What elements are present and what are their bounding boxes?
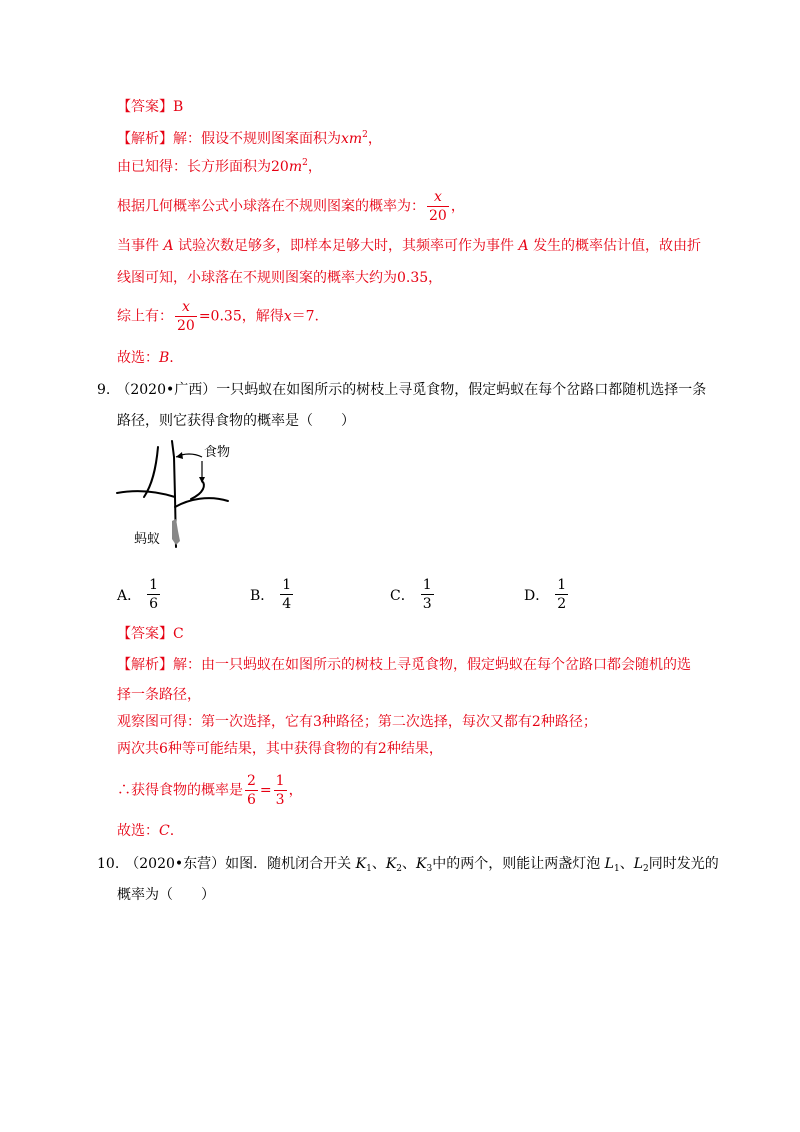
fraction-numerator: x [181, 299, 190, 315]
math-var: x [283, 308, 292, 325]
analysis-text: 解：假设不规则图案面积为 [173, 131, 341, 147]
question-text: 一只蚂蚁在如图所示的树枝上寻觅食物，假定蚂蚁在每个岔路口都随机选择一条 [216, 382, 707, 398]
answer-tag: 【答案】 [117, 626, 173, 642]
prev-analysis-line-5: 线图可知，小球落在不规则图案的概率大约为0.35， [117, 270, 443, 286]
fraction [280, 576, 293, 613]
prev-analysis-line-1 [117, 130, 382, 148]
option-b[interactable] [250, 576, 295, 613]
left-upper-branch [144, 447, 158, 497]
fraction-denominator: 6 [247, 792, 256, 808]
analysis-text: =0.35，解得 [198, 308, 284, 325]
choice-text: 故选： [117, 823, 159, 839]
ant-tree-figure [114, 437, 244, 549]
food-label: 食物 [204, 445, 231, 460]
option-label: A． [117, 587, 142, 604]
choice-text: 故选： [117, 350, 159, 366]
prev-analysis-line-4 [117, 237, 701, 255]
analysis-text: 解：由一只蚂蚁在如图所示的树枝上寻觅食物，假定蚂蚁在每个岔路口都会随机的选 [173, 657, 691, 673]
fraction [555, 576, 568, 613]
punct: . [169, 350, 174, 366]
question-source: （2020•广西） [116, 382, 217, 398]
q9-answer-line [117, 625, 184, 643]
punct: ， [288, 782, 303, 799]
q9-analysis-line-5 [117, 772, 303, 809]
math-var: K [416, 856, 427, 872]
fraction-numerator: 1 [557, 577, 567, 593]
math-var: A [518, 238, 529, 254]
fraction-numerator: 1 [282, 577, 292, 593]
math-var: m [288, 159, 303, 175]
fraction [427, 188, 449, 225]
fraction [274, 772, 287, 809]
math-exponent: 2 [362, 130, 368, 140]
fraction [245, 772, 258, 809]
fraction-denominator: 3 [275, 792, 285, 808]
math-var: A [163, 238, 174, 254]
question-9-stem-line-1 [97, 381, 706, 399]
punct: ， [367, 131, 382, 147]
question-number: 9. [97, 382, 111, 398]
question-10-stem-line-1 [97, 855, 719, 873]
math-var: K [385, 856, 397, 872]
math-var: L [604, 856, 614, 872]
question-text: 如图．随机闭合开关 [225, 856, 352, 872]
option-label: D． [524, 587, 550, 604]
ant-label: 蚂蚁 [134, 532, 161, 547]
choice-letter: C [159, 823, 170, 839]
fraction-denominator: 4 [282, 596, 292, 612]
arrowhead-left-icon [176, 452, 183, 459]
math-subscript: 1 [613, 864, 620, 874]
choice-letter: B [159, 350, 170, 366]
math-number: 20 [271, 159, 289, 175]
punct: ， [307, 159, 322, 175]
question-9-stem-line-2: 路径，则它获得食物的概率是（ ） [117, 413, 355, 429]
question-number: 10. [97, 856, 120, 872]
fraction-numerator: x [433, 189, 442, 205]
analysis-text: 试验次数足够多，即样本足够大时，其频率可作为事件 [178, 238, 515, 254]
right-fork [191, 481, 204, 499]
option-a[interactable] [117, 576, 162, 613]
prev-answer-line [117, 98, 183, 116]
answer-value: C [173, 626, 184, 642]
punct: 、 [619, 856, 634, 872]
punct: 、 [402, 856, 417, 872]
question-text: 中的两个，则能让两盏灯泡 [432, 856, 601, 872]
option-label: C． [390, 587, 415, 604]
prev-choice-line [117, 349, 174, 367]
analysis-text: 综上有： [117, 308, 173, 325]
arrowhead-down-icon [199, 477, 205, 483]
fraction-denominator: 6 [149, 596, 159, 612]
math-var: L [633, 856, 643, 872]
analysis-text: ＝7. [291, 308, 319, 325]
q9-analysis-line-2: 择一条路径， [117, 687, 201, 703]
analysis-tag: 【解析】 [117, 657, 173, 673]
question-10-stem-line-2: 概率为（ ） [117, 887, 215, 903]
fraction [147, 576, 160, 613]
fraction-denominator: 3 [422, 596, 432, 612]
right-branch [175, 498, 228, 507]
fraction-denominator: 2 [557, 596, 567, 612]
math-exponent: 2 [302, 158, 308, 168]
math-subscript: 2 [396, 864, 403, 874]
option-d[interactable] [524, 576, 570, 613]
math-subscript: 3 [426, 864, 433, 874]
fraction [421, 576, 434, 613]
fraction [175, 298, 197, 335]
q9-analysis-line-1 [117, 656, 691, 674]
punct: . [169, 823, 175, 839]
q9-choice-line [117, 822, 174, 840]
equals-sign: = [259, 782, 272, 799]
question-source: （2020•东营） [125, 856, 226, 872]
q9-analysis-line-3: 观察图可得：第一次选择，它有3种路径；第二次选择，每次又都有2种路径； [117, 714, 597, 730]
fraction-numerator: 1 [149, 577, 159, 593]
analysis-text: 发生的概率估计值，故由折 [533, 238, 702, 254]
analysis-text: 由已知得：长方形面积为 [117, 159, 271, 175]
prev-analysis-line-2 [117, 158, 322, 176]
analysis-tag: 【解析】 [117, 131, 173, 147]
q9-analysis-line-4: 两次共6种等可能结果，其中获得食物的有2种结果， [117, 741, 443, 757]
answer-value: B [173, 99, 184, 115]
math-var: xm [341, 131, 363, 147]
punct: 、 [371, 856, 386, 872]
fraction-numerator: 1 [422, 577, 432, 593]
fraction-denominator: 20 [177, 318, 195, 334]
question-text: 同时发光的 [648, 856, 719, 872]
prev-analysis-line-6 [117, 298, 319, 335]
fraction-numerator: 2 [247, 773, 256, 789]
fraction-numerator: 1 [275, 773, 285, 789]
answer-tag: 【答案】 [117, 99, 173, 115]
option-label: B． [250, 587, 275, 604]
math-subscript: 1 [366, 864, 372, 874]
fraction-denominator: 20 [429, 208, 447, 224]
math-var: K [355, 856, 367, 872]
math-subscript: 2 [643, 864, 649, 874]
ant-icon [172, 519, 180, 545]
option-c[interactable] [390, 576, 436, 613]
punct: ， [450, 198, 465, 215]
analysis-text: 根据几何概率公式小球落在不规则图案的概率为： [117, 198, 425, 215]
prev-analysis-line-3 [117, 188, 465, 225]
analysis-text: 当事件 [117, 238, 159, 254]
analysis-text: ∴获得食物的概率是 [117, 782, 243, 799]
